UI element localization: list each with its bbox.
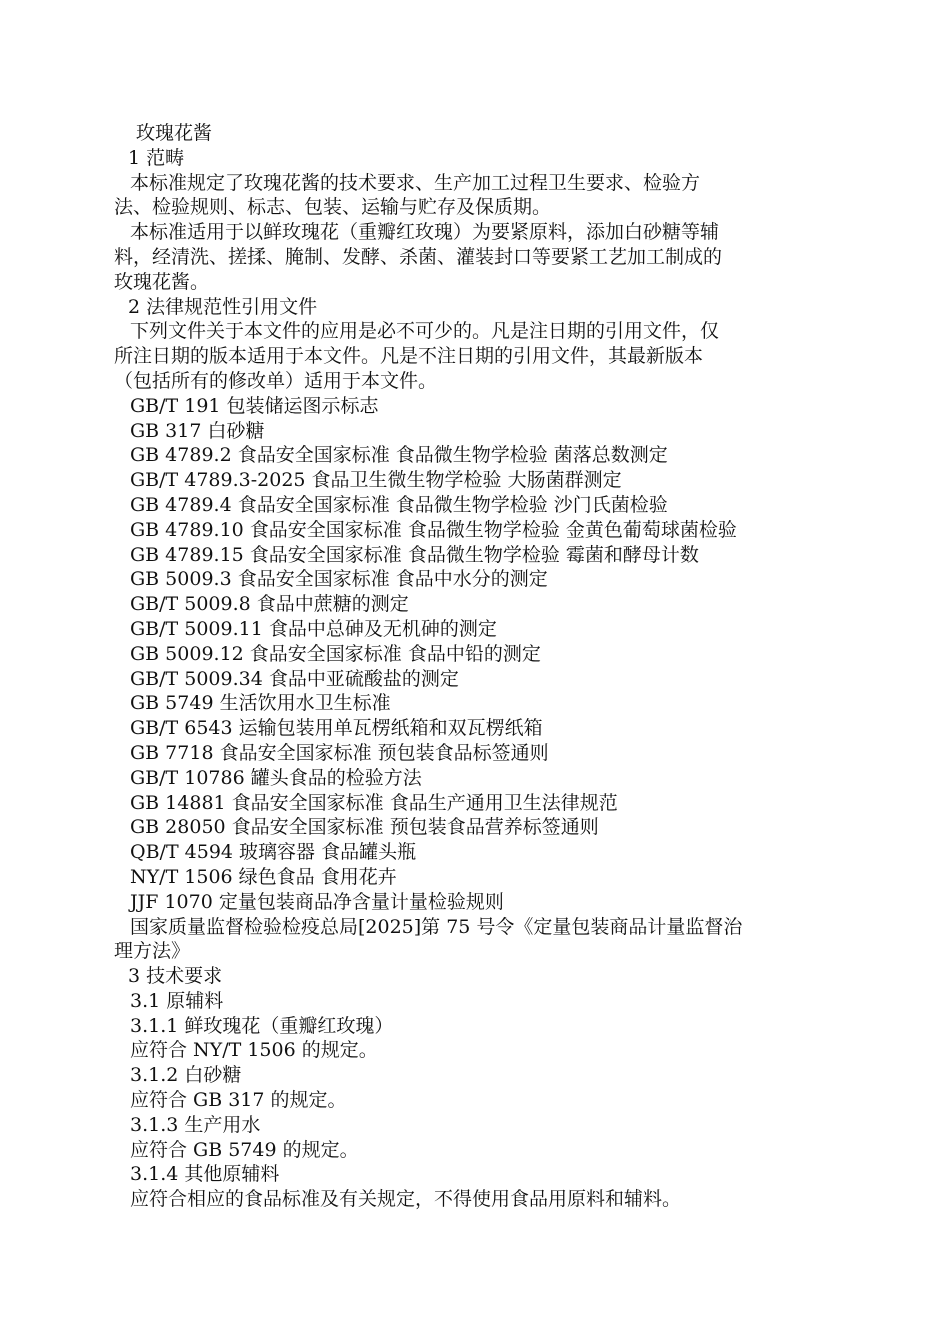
- reference-item: GB 4789.10 食品安全国家标准 食品微生物学检验 金黄色葡萄球菌检验: [130, 518, 737, 541]
- section-1-paragraph-1-line-1: 本标准规定了玫瑰花酱的技术要求、生产加工过程卫生要求、检验方: [130, 171, 701, 194]
- reference-item: GB 4789.4 食品安全国家标准 食品微生物学检验 沙门氏菌检验: [130, 493, 668, 516]
- subsection-3-1-2-heading: 3.1.2 白砂糖: [130, 1064, 242, 1087]
- subsection-3-1-3-text: 应符合 GB 5749 的规定。: [130, 1138, 359, 1161]
- reference-item: JJF 1070 定量包装商品净含量计量检验规则: [130, 890, 504, 913]
- section-2-heading: 2 法律规范性引用文件: [128, 295, 318, 318]
- section-3-heading: 3 技术要求: [128, 965, 223, 988]
- reference-item: GB 28050 食品安全国家标准 预包装食品营养标签通则: [130, 816, 599, 839]
- reference-item: QB/T 4594 玻璃容器 食品罐头瓶: [130, 841, 417, 864]
- subsection-3-1-1-text: 应符合 NY/T 1506 的规定。: [130, 1039, 378, 1062]
- section-2-intro-line-2: 所注日期的版本适用于本文件。凡是不注日期的引用文件，其最新版本: [114, 345, 704, 368]
- reference-item: GB 4789.2 食品安全国家标准 食品微生物学检验 菌落总数测定: [130, 444, 668, 467]
- section-1-paragraph-1-line-2: 法、检验规则、标志、包装、运输与贮存及保质期。: [114, 196, 552, 219]
- subsection-3-1-4-heading: 3.1.4 其他原辅料: [130, 1163, 280, 1186]
- reference-item: GB/T 10786 罐头食品的检验方法: [130, 766, 422, 789]
- reference-item: GB 14881 食品安全国家标准 食品生产通用卫生法律规范: [130, 791, 618, 814]
- decree-line-2: 理方法》: [114, 940, 191, 963]
- document-title: 玫瑰花酱: [136, 122, 213, 144]
- reference-item: GB 4789.15 食品安全国家标准 食品微生物学检验 霉菌和酵母计数: [130, 543, 699, 566]
- reference-item: GB 7718 食品安全国家标准 预包装食品标签通则: [130, 741, 549, 764]
- section-2-intro-line-3: （包括所有的修改单）适用于本文件。: [114, 369, 438, 392]
- subsection-3-1-heading: 3.1 原辅料: [130, 989, 224, 1012]
- reference-item: GB/T 5009.34 食品中亚硫酸盐的测定: [130, 667, 459, 690]
- reference-item: GB 5009.12 食品安全国家标准 食品中铅的测定: [130, 642, 541, 665]
- subsection-3-1-4-text: 应符合相应的食品标准及有关规定，不得使用食品用原料和辅料。: [130, 1188, 682, 1211]
- section-1-paragraph-2-line-1: 本标准适用于以鲜玫瑰花（重瓣红玫瑰）为要紧原料，添加白砂糖等辅: [130, 221, 720, 244]
- document-page: [114, 121, 834, 1212]
- subsection-3-1-1-heading: 3.1.1 鲜玫瑰花（重瓣红玫瑰）: [130, 1014, 394, 1037]
- reference-item: GB/T 191 包装储运图示标志: [130, 394, 379, 417]
- reference-item: GB 317 白砂糖: [130, 419, 265, 442]
- section-1-paragraph-2-line-3: 玫瑰花酱。: [114, 270, 210, 293]
- decree-line-1: 国家质量监督检验检疫总局[2025]第 75 号令《定量包装商品计量监督治: [130, 915, 743, 938]
- section-1-heading: 1 范畴: [128, 146, 185, 169]
- section-2-intro-line-1: 下列文件关于本文件的应用是必不可少的。凡是注日期的引用文件，仅: [130, 320, 720, 343]
- reference-item: GB/T 5009.8 食品中蔗糖的测定: [130, 593, 409, 616]
- subsection-3-1-2-text: 应符合 GB 317 的规定。: [130, 1089, 347, 1112]
- reference-item: GB/T 6543 运输包装用单瓦楞纸箱和双瓦楞纸箱: [130, 717, 543, 740]
- section-1-paragraph-2-line-2: 料，经清洗、搓揉、腌制、发酵、杀菌、灌装封口等要紧工艺加工制成的: [114, 245, 723, 268]
- reference-item: NY/T 1506 绿色食品 食用花卉: [130, 865, 397, 888]
- reference-item: GB 5749 生活饮用水卫生标准: [130, 692, 391, 715]
- reference-item: GB/T 5009.11 食品中总砷及无机砷的测定: [130, 617, 497, 640]
- reference-item: GB/T 4789.3-2025 食品卫生微生物学检验 大肠菌群测定: [130, 469, 622, 492]
- reference-item: GB 5009.3 食品安全国家标准 食品中水分的测定: [130, 568, 548, 591]
- subsection-3-1-3-heading: 3.1.3 生产用水: [130, 1113, 261, 1136]
